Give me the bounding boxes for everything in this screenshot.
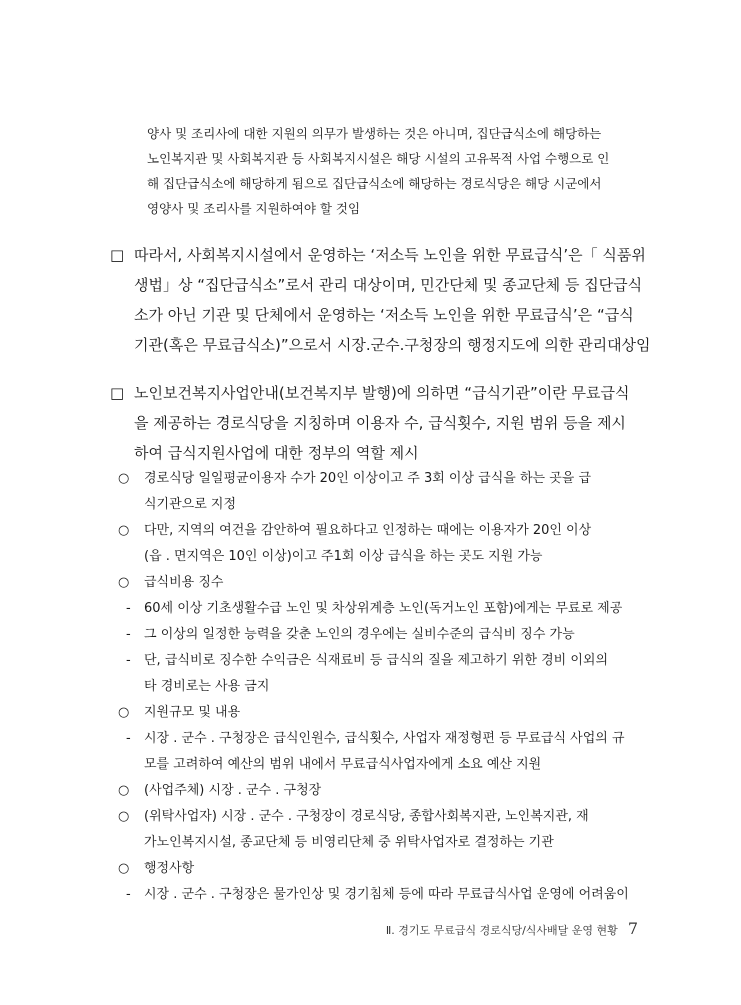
sub-item-text: 행정사항 [144,861,195,876]
dash-bullet-icon: - [126,627,131,642]
section-line: 생법」상 “집단급식소”로서 관리 대상이며, 민간단체 및 종교단체 등 집단급식 [134,276,643,294]
dash-bullet-icon: - [126,601,131,616]
dash-item-text: 시장 . 군수 . 구청장은 급식인원수, 급식횟수, 사업자 재정형편 등 무료급식 사업의 규 [144,731,625,746]
dash-item-text: 시장 . 군수 . 구청장은 물가인상 및 경기침체 등에 따라 무료급식사업 운영에 어려움이 [144,887,629,902]
circle-bullet-icon: ○ [118,523,130,538]
dash-item-text: 60세 이상 기초생활수급 노인 및 차상위계층 노인(독거노인 포함)에게는 무료로 제공 [144,601,623,616]
circle-bullet-icon: ○ [118,471,130,486]
sub-item-text: (사업주체) 시장 . 군수 . 구청장 [144,783,322,798]
sub-item-text: 다만, 지역의 여건을 감안하여 필요하다고 인정하는 때에는 이용자가 20인 이상 [144,523,592,538]
sub-item-text: 가노인복지시설, 종교단체 등 비영리단체 중 위탁사업자로 결정하는 기관 [144,835,554,850]
section-paragraph [110,240,650,360]
sub-item-text: (위탁사업자) 시장 . 군수 . 구청장이 경로식당, 종합사회복지관, 노인복지관, 재 [144,809,589,824]
circle-bullet-icon: ○ [118,861,130,876]
intro-line: 노인복지관 및 사회복지관 등 사회복지시설은 해당 시설의 고유목적 사업 수행으로 인 [147,151,610,166]
section-line: 소가 아닌 기관 및 단체에서 운영하는 ‘저소득 노인을 위한 무료급식’은 “급식 [134,306,634,324]
intro-paragraph [147,121,647,221]
section-line: 기관(혹은 무료급식소)”으로서 시장.군수.구청장의 행정지도에 의한 관리대상임 [134,336,651,354]
dash-bullet-icon: - [126,887,131,902]
section-line: 따라서, 사회복지시설에서 운영하는 ‘저소득 노인을 위한 무료급식’은「 식품위 [134,246,646,264]
section-paragraph [110,378,650,468]
page-footer [380,919,638,938]
sub-item-text: 경로식당 일일평균이용자 수가 20인 이상이고 주 3회 이상 급식을 하는 곳을 급 [144,471,592,486]
intro-line: 영양사 및 조리사를 지원하여야 할 것임 [147,201,361,216]
circle-bullet-icon: ○ [118,705,130,720]
square-bullet-icon: □ [110,384,125,402]
circle-bullet-icon: ○ [118,783,130,798]
dash-item-text: 모를 고려하여 예산의 범위 내에서 무료급식사업자에게 소요 예산 지원 [144,757,542,772]
intro-line: 해 집단급식소에 해당하게 됨으로 집단급식소에 해당하는 경로식당은 해당 시군에서 [147,176,602,191]
page-number: 7 [627,919,638,938]
footer-title: Ⅱ. 경기도 무료급식 경로식당/식사배달 운영 현황 [385,924,618,937]
dash-bullet-icon: - [126,653,131,668]
section-line: 노인보건복지사업안내(보건복지부 발행)에 의하면 “급식기관”이란 무료급식 [134,384,630,402]
dash-bullet-icon: - [126,731,131,746]
sub-item-text: 식기관으로 지정 [144,497,237,512]
sub-items [118,466,648,908]
dash-item-text: 단, 급식비로 징수한 수익금은 식재료비 등 급식의 질을 제고하기 위한 경비 이외의 [144,653,609,668]
circle-bullet-icon: ○ [118,809,130,824]
square-bullet-icon: □ [110,246,125,264]
intro-line: 양사 및 조리사에 대한 지원의 의무가 발생하는 것은 아니며, 집단급식소에 해당하는 [147,126,602,141]
section-line: 하여 급식지원사업에 대한 정부의 역할 제시 [134,444,419,462]
section-line: 을 제공하는 경로식당을 지칭하며 이용자 수, 급식횟수, 지원 범위 등을 제시 [134,414,626,432]
sub-item-text: 지원규모 및 내용 [144,705,241,720]
dash-item-text: 그 이상의 일정한 능력을 갖춘 노인의 경우에는 실비수준의 급식비 징수 가능 [144,627,575,642]
circle-bullet-icon: ○ [118,575,130,590]
sub-item-text: (읍 . 면지역은 10인 이상)이고 주1회 이상 급식을 하는 곳도 지원 가능 [144,549,543,564]
sub-item-text: 급식비용 징수 [144,575,224,590]
dash-item-text: 타 경비로는 사용 금지 [144,679,270,694]
